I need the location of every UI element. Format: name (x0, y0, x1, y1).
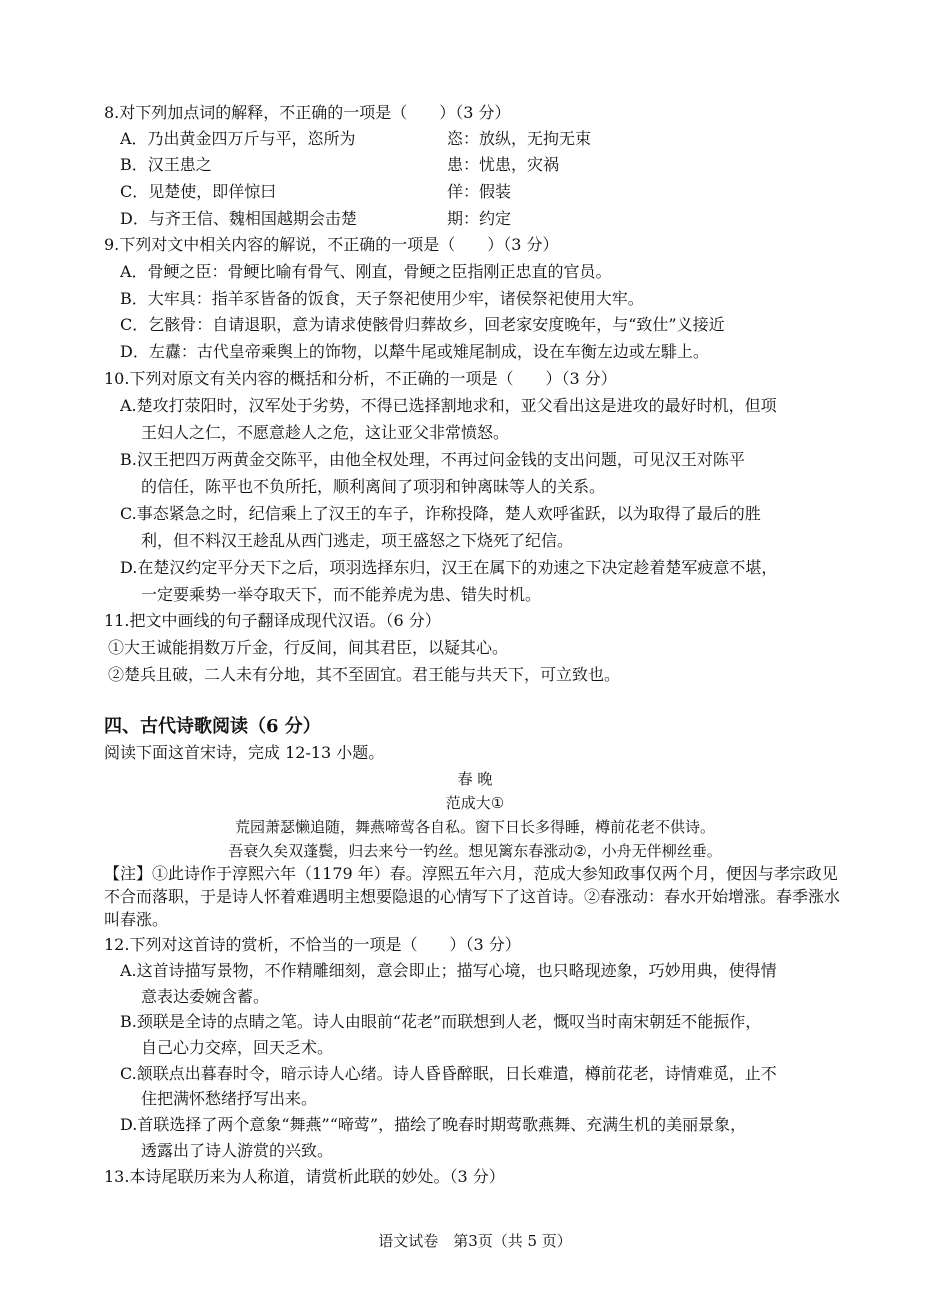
q11-item-2: ②楚兵且破，二人未有分地，其不至固宜。君王能与共天下，可立致也。 (108, 665, 621, 684)
q12-option-c-line2: 住把满怀愁绪抒写出来。 (141, 1089, 318, 1108)
q12-stem: 12.下列对这首诗的赏析，不恰当的一项是（ ）（3 分） (104, 935, 521, 954)
page-footer: 语文试卷 第3页（共 5 页） (378, 1232, 572, 1250)
q12-option-a-line1: A.这首诗描写景物，不作精雕细刻，意会即止；描写心境，也只略现迹象，巧妙用典，使得情 (120, 961, 777, 980)
q9-option-b: B．大牢具：指羊豕皆备的饭食，天子祭祀使用少牢，诸侯祭祀使用大牢。 (120, 289, 644, 308)
q10-option-d-line1: D.在楚汉约定平分天下之后，项羽选择东归，汉王在属下的劝速之下决定趁着楚军疲意不堪， (120, 558, 778, 577)
q10-option-a-line2: 王妇人之仁，不愿意趁人之危，这让亚父非常愤怒。 (141, 423, 510, 442)
q10-option-b-line1: B.汉王把四万两黄金交陈平，由他全权处理，不再过问金钱的支出问题，可见汉王对陈平 (120, 450, 745, 469)
q8-option-b-explanation: 患：忧患，灾祸 (447, 155, 560, 174)
poem-line-2: 吾衰久矣双蓬鬓，归去来兮一钓丝。想见篱东春涨动②，小舟无伴柳丝垂。 (228, 842, 722, 860)
q10-option-d-line2: 一定要乘势一举夺取天下，而不能养虎为患、错失时机。 (141, 585, 542, 604)
q10-option-b-line2: 的信任，陈平也不负所托，顺利离间了项羽和钟离昧等人的关系。 (141, 477, 606, 496)
q12-option-c-line1: C.颔联点出暮春时令，暗示诗人心绪。诗人昏昏醉眠，日长难遣，樽前花老，诗情难觅，止不 (120, 1064, 777, 1083)
q8-option-a: A．乃出黄金四万斤与平，恣所为 (120, 129, 356, 148)
q12-option-d-line2: 透露出了诗人游赏的兴致。 (141, 1141, 334, 1160)
q8-option-b: B．汉王患之 (120, 155, 212, 174)
q8-option-c-explanation: 佯：假装 (447, 182, 512, 201)
q12-option-d-line1: D.首联选择了两个意象“舞燕”“啼莺”，描绘了晚春时期莺歌燕舞、充满生机的美丽景象， (120, 1115, 747, 1134)
q8-option-d-explanation: 期：约定 (447, 209, 512, 228)
q8-option-a-explanation: 恣：放纵，无拘无束 (447, 129, 592, 148)
q8-option-c: C．见楚使，即佯惊曰 (120, 182, 277, 201)
q12-option-b-line1: B.颈联是全诗的点睛之笔。诗人由眼前“花老”而联想到人老，慨叹当时南宋朝廷不能振作， (120, 1012, 762, 1031)
q12-option-b-line2: 自己心力交瘁，回天乏术。 (141, 1038, 334, 1057)
poem-line-1: 荒园萧瑟懒追随，舞燕啼莺各自私。窗下日长多得睡，樽前花老不供诗。 (234, 818, 715, 836)
q10-option-c-line2: 利，但不料汉王趁乱从西门逃走，项王盛怒之下烧死了纪信。 (141, 531, 574, 550)
q8-stem: 8.对下列加点词的解释，不正确的一项是（ ）（3 分） (104, 103, 511, 122)
q11-item-1: ①大王诚能捐数万斤金，行反间，间其君臣，以疑其心。 (108, 638, 509, 657)
poem-note: 【注】①此诗作于淳熙六年（1179 年）春。淳熙五年六月，范成大参知政事仅两个月，便因与孝宗政见不合而落职，于是诗人怀着难遇明主想要隐退的心情写下了这首诗。②春涨动：春水开始增涨。春季涨水叫春涨。 (104, 864, 841, 929)
section-heading: 四、古代诗歌阅读（6 分） (104, 716, 321, 737)
q9-option-d: D．左纛：古代皇帝乘舆上的饰物，以犛牛尾或雉尾制成，设在车衡左边或左騑上。 (120, 342, 709, 361)
poem-author: 范成大① (445, 794, 505, 812)
q8-option-d: D．与齐王信、魏相国越期会击楚 (120, 209, 357, 228)
q10-option-a-line1: A.楚攻打荥阳时，汉军处于劣势，不得已选择割地求和，亚父看出这是进攻的最好时机，但项 (120, 396, 777, 415)
q10-stem: 10.下列对原文有关内容的概括和分析，不正确的一项是（ ）（3 分） (104, 369, 617, 388)
q9-stem: 9.下列对文中相关内容的解说，不正确的一项是（ ）（3 分） (104, 235, 559, 254)
q9-option-c: C．乞骸骨：自请退职，意为请求使骸骨归葬故乡，回老家安度晚年，与“致仕”义接近 (120, 315, 725, 334)
q12-option-a-line2: 意表达委婉含蓄。 (141, 987, 270, 1006)
q11-stem: 11.把文中画线的句子翻译成现代汉语。（6 分） (104, 611, 441, 630)
section-intro: 阅读下面这首宋诗，完成 12-13 小题。 (104, 743, 385, 762)
poem-title: 春 晚 (457, 770, 493, 788)
q10-option-c-line1: C.事态紧急之时，纪信乘上了汉王的车子，诈称投降，楚人欢呼雀跃，以为取得了最后的胜 (120, 504, 761, 523)
q9-option-a: A．骨鲠之臣：骨鲠比喻有骨气、刚直，骨鲠之臣指刚正忠直的官员。 (120, 262, 612, 281)
q13-stem: 13.本诗尾联历来为人称道，请赏析此联的妙处。（3 分） (104, 1167, 505, 1186)
